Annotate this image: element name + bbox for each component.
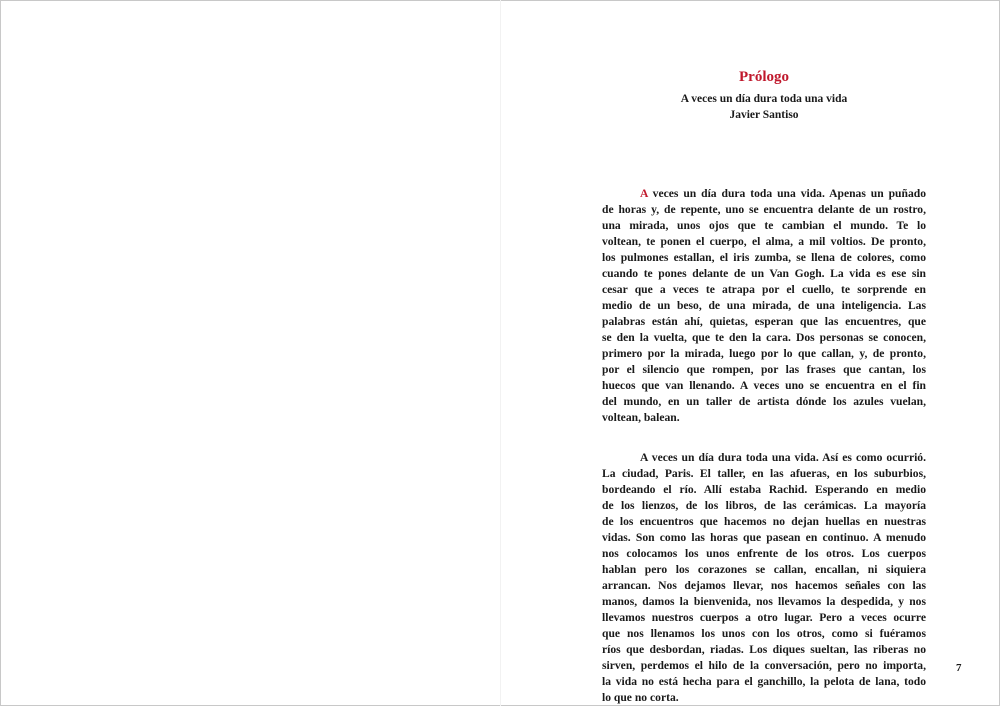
line-text: huecos que van llenando. A veces uno se encuentra en el fin: [602, 379, 926, 392]
body-paragraph-2: [602, 450, 926, 706]
line-text: voltean, te ponen el cuerpo, el alma, a mil voltios. De pronto,: [602, 235, 926, 248]
text-line: [602, 562, 926, 578]
drop-cap: A: [640, 187, 648, 200]
line-text: A veces un día dura toda una vida. Así es como ocurrió.: [640, 451, 926, 464]
line-text: de horas y, de repente, uno se encuentra delante de un rostro,: [602, 203, 926, 216]
line-text: primero por la mirada, luego por lo que callan, y, de pronto,: [602, 347, 926, 360]
text-line: [602, 674, 926, 690]
text-line: [602, 626, 926, 642]
line-text: de los encuentros que hacemos no dejan huellas en nuestras: [602, 515, 926, 528]
chapter-author: Javier Santiso: [729, 109, 799, 121]
line-text: cuando te pones delante de un Van Gogh. La vida es ese sin: [602, 267, 926, 280]
text-line: [602, 330, 926, 346]
line-text: La ciudad, Paris. El taller, en las afueras, en los suburbios,: [602, 467, 926, 480]
text-line: [602, 218, 926, 234]
line-text: veces un día dura toda una vida. Apenas un puñado: [647, 187, 926, 200]
line-text: sirven, perdemos el hilo de la conversación, pero no importa,: [602, 659, 926, 672]
text-line: [602, 530, 926, 546]
line-text: bordeando el río. Allí estaba Rachid. Esperando en medio: [602, 483, 926, 496]
text-line: [602, 202, 926, 218]
text-line: [602, 186, 926, 202]
page-number: 7: [956, 662, 962, 674]
text-line: [602, 466, 926, 482]
text-line: [602, 610, 926, 626]
line-text: cesar que a veces te atrapa por el cuello, te sorprende en: [602, 283, 926, 296]
line-text: lo que no corta.: [602, 691, 679, 704]
chapter-subtitle: A veces un día dura toda una vida: [680, 93, 848, 105]
text-line: [602, 314, 926, 330]
line-text: que nos llenamos los unos con los otros, como si fuéramos: [602, 627, 926, 640]
text-line: [602, 658, 926, 674]
text-line: [602, 282, 926, 298]
text-line: [602, 450, 926, 466]
line-text: se den la vuelta, que te den la cara. Dos personas se conocen,: [602, 331, 926, 344]
line-text: vidas. Son como las horas que pasean en continuo. A menudo: [602, 531, 926, 544]
text-line: [602, 346, 926, 362]
text-line: [602, 642, 926, 658]
line-text: manos, damos la bienvenida, nos llevamos la despedida, y nos: [602, 595, 926, 608]
line-text: del mundo, en un taller de artista dónde los azules vuelan,: [602, 395, 926, 408]
text-line: [602, 594, 926, 610]
text-line: [602, 498, 926, 514]
text-line: [602, 394, 926, 410]
line-text: una mirada, unos ojos que te cambian el mundo. Te lo: [602, 219, 926, 232]
line-text: hablan pero los corazones se callan, encallan, ni siquiera: [602, 563, 926, 576]
text-line: [602, 298, 926, 314]
text-column: [602, 68, 926, 706]
text-line: [602, 234, 926, 250]
line-text: ríos que desbordan, riadas. Los diques sueltan, las riberas no: [602, 643, 926, 656]
text-line: [602, 690, 926, 706]
line-text: llevamos nuestros cuerpos a otro lugar. Pero a veces ocurre: [602, 611, 926, 624]
text-line: [602, 266, 926, 282]
line-text: los pulmones estallan, el iris zumba, se llena de colores, como: [602, 251, 926, 264]
line-text: palabras están ahí, quietas, esperan que las encuentres, que: [602, 315, 926, 328]
line-text: de los lienzos, de los libros, de las cerámicas. La mayoría: [602, 499, 926, 512]
text-line: [602, 378, 926, 394]
text-line: [602, 578, 926, 594]
line-text: voltean, balean.: [602, 411, 680, 424]
book-gutter: [500, 0, 501, 706]
line-text: la vida no está hecha para el ganchillo, la pelota de lana, todo: [602, 675, 926, 688]
line-text: medio de un beso, de una mirada, de una inteligencia. Las: [602, 299, 926, 312]
text-line: [602, 362, 926, 378]
chapter-title: Prólogo: [739, 69, 789, 85]
text-line: [602, 514, 926, 530]
body-paragraph-1: [602, 186, 926, 426]
text-line: [602, 410, 926, 426]
line-text: nos colocamos los unos enfrente de los otros. Los cuerpos: [602, 547, 926, 560]
text-line: [602, 546, 926, 562]
text-line: [602, 250, 926, 266]
text-line: [602, 482, 926, 498]
line-text: por el silencio que rompen, por las frases que cantan, los: [602, 363, 926, 376]
line-text: arrancan. Nos dejamos llevar, nos hacemos señales con las: [602, 579, 926, 592]
